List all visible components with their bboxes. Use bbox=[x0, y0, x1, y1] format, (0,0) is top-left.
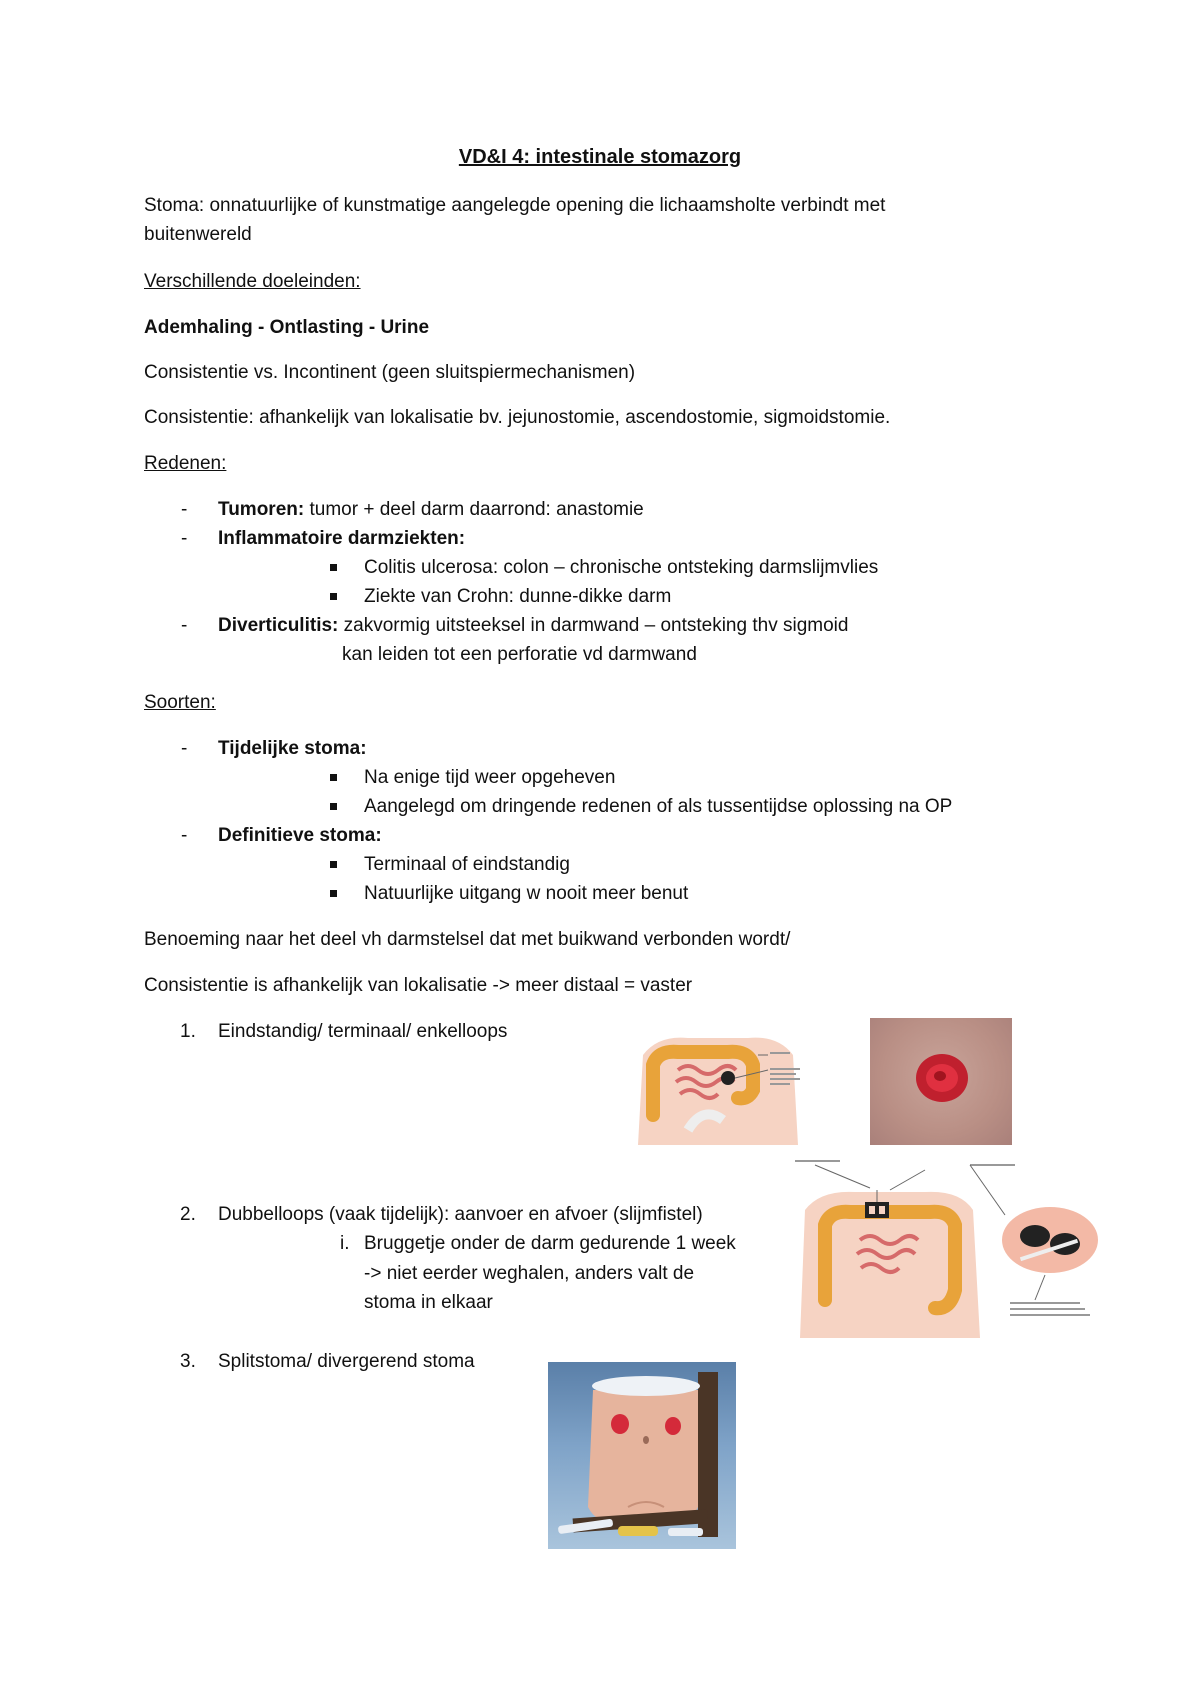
reason-label: Tumoren: bbox=[218, 499, 305, 520]
reasons-heading: Redenen: bbox=[144, 453, 227, 474]
goals-heading: Verschillende doeleinden: bbox=[144, 271, 361, 292]
numbered-marker: 1. bbox=[180, 1021, 196, 1042]
end-stoma-diagram bbox=[618, 1020, 818, 1145]
double-sub-line: Bruggetje onder de darm gedurende 1 week bbox=[364, 1233, 736, 1254]
consistency-text: Consistentie: afhankelijk van lokalisatie bv. jejunostomie, ascendostomie, sigmoidstomie. bbox=[144, 407, 891, 428]
list-dash: - bbox=[181, 615, 188, 636]
roman-marker: i. bbox=[340, 1233, 350, 1254]
numbered-marker: 2. bbox=[180, 1204, 196, 1225]
temporary-sub-item: Aangelegd om dringende redenen of als tussentijdse oplossing na OP bbox=[364, 796, 953, 817]
bullet-square-icon bbox=[330, 564, 337, 571]
double-sub-line: stoma in elkaar bbox=[364, 1292, 493, 1313]
page-title: VD&I 4: intestinale stomazorg bbox=[458, 146, 742, 168]
naming-text: Benoeming naar het deel vh darmstelsel dat met buikwand verbonden wordt/ bbox=[144, 929, 791, 950]
numbered-item: Splitstoma/ divergerend stoma bbox=[218, 1351, 475, 1372]
numbered-item: Eindstandig/ terminaal/ enkelloops bbox=[218, 1021, 508, 1042]
type-temporary: Tijdelijke stoma: bbox=[218, 738, 367, 759]
reason-ibd bbox=[218, 527, 465, 551]
list-dash: - bbox=[181, 738, 188, 759]
reason-tumors bbox=[218, 498, 644, 522]
bullet-square-icon bbox=[330, 861, 337, 868]
list-dash: - bbox=[181, 499, 188, 520]
list-dash: - bbox=[181, 825, 188, 846]
types-heading: Soorten: bbox=[144, 692, 216, 713]
goals-list: Ademhaling - Ontlasting - Urine bbox=[144, 317, 430, 338]
numbered-item: Dubbelloops (vaak tijdelijk): aanvoer en afvoer (slijmfistel) bbox=[218, 1204, 703, 1225]
ibd-sub-item: Colitis ulcerosa: colon – chronische ontsteking darmslijmvlies bbox=[364, 557, 879, 578]
ibd-sub-item: Ziekte van Crohn: dunne-dikke darm bbox=[364, 586, 672, 607]
bullet-square-icon bbox=[330, 593, 337, 600]
type-definitive: Definitieve stoma: bbox=[218, 825, 382, 846]
reason-diverticulitis bbox=[218, 614, 848, 638]
loop-stoma-diagram bbox=[795, 1160, 1100, 1338]
temporary-sub-item: Na enige tijd weer opgeheven bbox=[364, 767, 616, 788]
diverticulitis-continuation: kan leiden tot een perforatie vd darmwand bbox=[342, 644, 697, 665]
definition-line-1: Stoma: onnatuurlijke of kunstmatige aangelegde opening die lichaamsholte verbindt met bbox=[144, 195, 886, 216]
reason-label: Inflammatoire darmziekten: bbox=[218, 528, 466, 549]
list-dash: - bbox=[181, 528, 188, 549]
definition-line-2: buitenwereld bbox=[144, 224, 252, 245]
bullet-square-icon bbox=[330, 803, 337, 810]
consistency-vs: Consistentie vs. Incontinent (geen sluitspiermechanismen) bbox=[144, 362, 636, 383]
bullet-square-icon bbox=[330, 890, 337, 897]
definitive-sub-item: Natuurlijke uitgang w nooit meer benut bbox=[364, 883, 689, 904]
stoma-photo bbox=[870, 1018, 1012, 1145]
bullet-square-icon bbox=[330, 774, 337, 781]
definitive-sub-item: Terminaal of eindstandig bbox=[364, 854, 570, 875]
reason-text: tumor + deel darm daarrond: anastomie bbox=[304, 499, 644, 520]
double-sub-line: -> niet eerder weghalen, anders valt de bbox=[364, 1263, 695, 1284]
consistency-location: Consistentie is afhankelijk van lokalisatie -> meer distaal = vaster bbox=[144, 975, 693, 996]
reason-label: Diverticulitis: bbox=[218, 615, 339, 636]
numbered-marker: 3. bbox=[180, 1351, 196, 1372]
split-stoma-model-photo bbox=[548, 1362, 736, 1549]
reason-text: zakvormig uitsteeksel in darmwand – ontsteking thv sigmoid bbox=[338, 615, 849, 636]
